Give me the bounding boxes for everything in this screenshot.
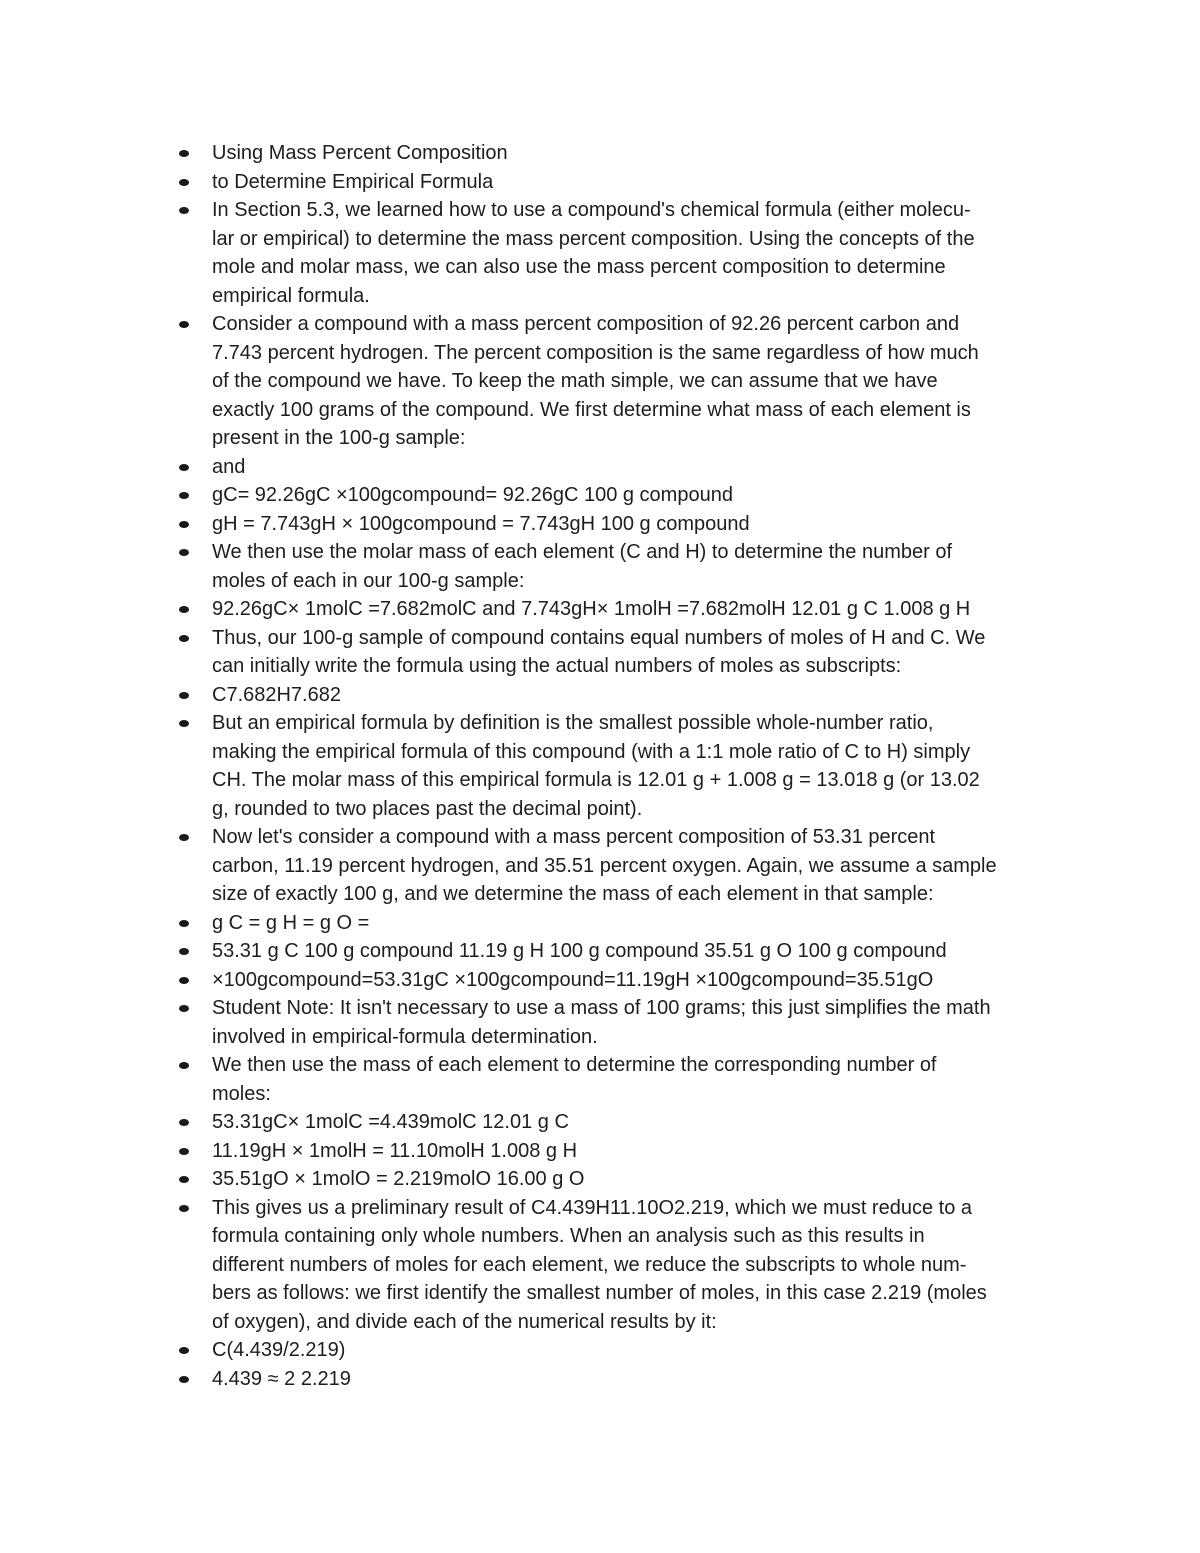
list-item-text: ×100gcompound=53.31gC ×100gcompound=11.19gH ×100gcompound=35.51gO: [212, 968, 934, 991]
list-item: [176, 624, 1066, 681]
bullet-icon: [179, 1005, 189, 1012]
list-item: [176, 538, 1066, 595]
list-item: [176, 681, 1066, 710]
bullet-icon: [179, 606, 189, 613]
list-item-text: gH = 7.743gH × 100gcompound = 7.743gH 100 g compound: [212, 512, 750, 535]
list-item: [176, 1108, 1066, 1137]
list-item-text: C(4.439/2.219): [212, 1339, 346, 1361]
bullet-icon: [179, 150, 189, 157]
list-item-text: C7.682H7.682: [212, 683, 341, 706]
list-item: [176, 1165, 1066, 1194]
list-item-text: 4.439 ≈ 2 2.219: [212, 1367, 351, 1390]
list-item-text: Student Note: It isn't necessary to use a mass of 100 grams; this just simplifies the math involved in empirical-formula determination.: [212, 997, 991, 1048]
list-item-text: 11.19gH × 1molH = 11.10molH 1.008 g H: [212, 1139, 578, 1162]
bullet-icon: [179, 464, 189, 471]
list-item: [176, 168, 1066, 197]
list-item-text: 92.26gC× 1molC =7.682molC and 7.743gH× 1molH =7.682molH 12.01 g C 1.008 g H: [212, 598, 971, 620]
bullet-icon: [179, 1176, 189, 1183]
list-item: [176, 1194, 1066, 1337]
list-item: [176, 823, 1066, 909]
bullet-icon: [179, 207, 189, 214]
bullet-icon: [179, 635, 189, 642]
list-item-text: 53.31 g C 100 g compound 11.19 g H 100 g compound 35.51 g O 100 g compound: [212, 940, 947, 962]
list-item-text: In Section 5.3, we learned how to use a compound's chemical formula (either molecu- lar or empirical) to determine the mass percent composition. Using the concepts of the mole and molar mass, we can also use the mass percent composition to determine empirical formula.: [212, 199, 975, 307]
list-item: [176, 1365, 1066, 1394]
list-item-text: Now let's consider a compound with a mass percent composition of 53.31 percent carbon, 11.19 percent hydrogen, and 35.51 percent oxygen. Again, we assume a sample size of exactly 100 g, and we determine the mass of each element in that sample:: [212, 826, 997, 905]
list-item: [176, 510, 1066, 539]
bullet-icon: [179, 948, 189, 955]
list-item-text: gC= 92.26gC ×100gcompound= 92.26gC 100 g compound: [212, 484, 733, 506]
list-item-text: Using Mass Percent Composition: [212, 142, 508, 164]
list-item-text: to Determine Empirical Formula: [212, 170, 494, 193]
list-item: [176, 1137, 1066, 1166]
bullet-icon: [179, 492, 189, 499]
bullet-icon: [179, 521, 189, 528]
list-item: [176, 709, 1066, 823]
list-item: [176, 1336, 1066, 1365]
list-item-text: and: [212, 455, 246, 478]
list-item: [176, 196, 1066, 310]
bullet-icon: [179, 1347, 189, 1354]
list-item: [176, 453, 1066, 482]
bullet-icon: [179, 1062, 189, 1069]
list-item: [176, 310, 1066, 453]
bullet-list: [176, 139, 1066, 1393]
list-item: [176, 937, 1066, 966]
bullet-icon: [179, 834, 189, 841]
list-item-text: 53.31gC× 1molC =4.439molC 12.01 g C: [212, 1111, 569, 1133]
list-item: [176, 994, 1066, 1051]
list-item-text: We then use the molar mass of each element (C and H) to determine the number of moles of each in our 100-g sample:: [212, 541, 952, 592]
bullet-icon: [179, 1205, 189, 1212]
list-item: [176, 966, 1066, 995]
list-item: [176, 481, 1066, 510]
list-item: [176, 595, 1066, 624]
bullet-icon: [179, 920, 189, 927]
list-item-text: But an empirical formula by definition is the smallest possible whole-number ratio, making the empirical formula of this compound (with a 1:1 mole ratio of C to H) simply CH. The molar mass of this empirical formula is 12.01 g + 1.008 g = 13.018 g (or 13.02 g, rounded to two places past the decimal point).: [212, 712, 980, 820]
list-item-text: g C = g H = g O =: [212, 911, 370, 934]
list-item: [176, 139, 1066, 168]
list-item: [176, 909, 1066, 938]
list-item: [176, 1051, 1066, 1108]
list-item-text: We then use the mass of each element to determine the corresponding number of moles:: [212, 1054, 937, 1105]
list-item-text: 35.51gO × 1molO = 2.219molO 16.00 g O: [212, 1168, 585, 1190]
bullet-icon: [179, 1376, 189, 1383]
bullet-icon: [179, 977, 189, 984]
list-item-text: Thus, our 100-g sample of compound contains equal numbers of moles of H and C. We can initially write the formula using the actual numbers of moles as subscripts:: [212, 626, 986, 677]
list-item-text: Consider a compound with a mass percent composition of 92.26 percent carbon and 7.743 percent hydrogen. The percent composition is the same regardless of how much of the compound we have. To keep the math simple, we can assume that we have exactly 100 grams of the compound. We first determine what mass of each element is present in the 100-g sample:: [212, 313, 979, 449]
bullet-icon: [179, 1119, 189, 1126]
bullet-icon: [179, 549, 189, 556]
bullet-icon: [179, 692, 189, 699]
bullet-icon: [179, 720, 189, 727]
list-item-text: This gives us a preliminary result of C4.439H11.10O2.219, which we must reduce to a formula containing only whole numbers. When an analysis such as this results in different numbers of moles for each element, we reduce the subscripts to whole num- bers as follows: we first identify the smallest number of moles, in this case 2.219 (moles of oxygen), and divide each of the numerical results by it:: [212, 1196, 987, 1333]
bullet-icon: [179, 179, 189, 186]
bullet-icon: [179, 1148, 189, 1155]
bullet-icon: [179, 321, 189, 328]
